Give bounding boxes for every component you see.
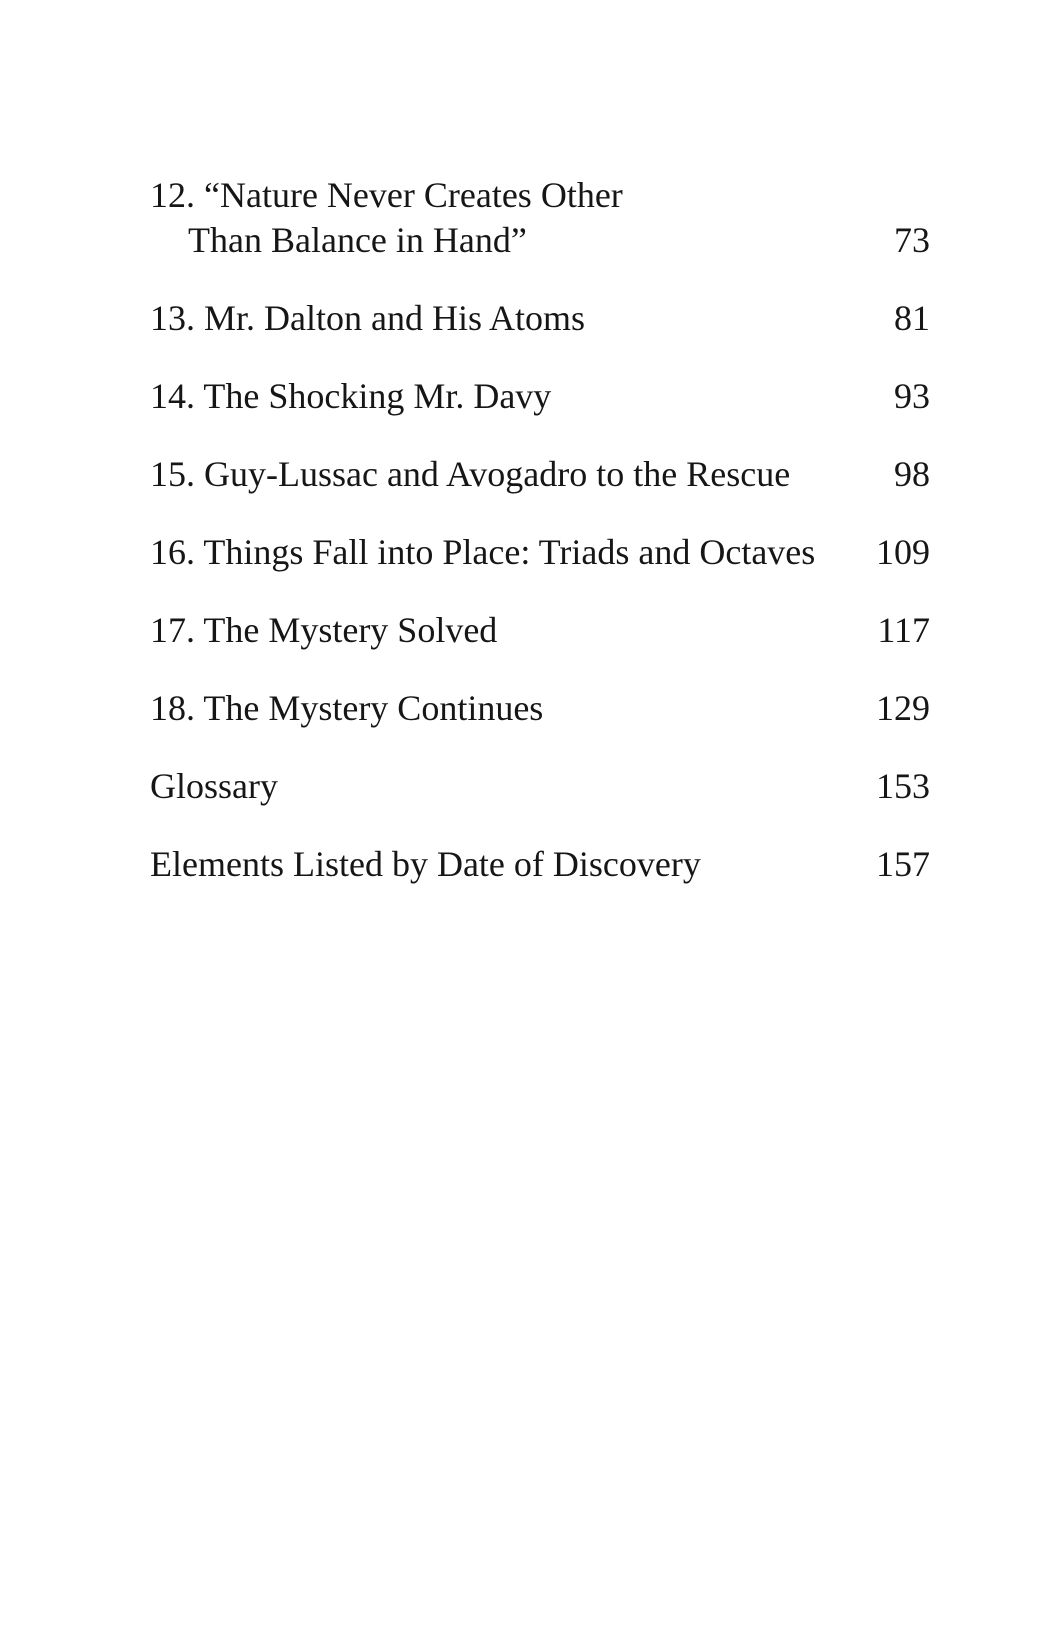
toc-entry-page-number: 93 [894, 376, 930, 416]
toc-entry-label: 12. “Nature Never Creates Other [150, 175, 623, 215]
toc-entry [150, 296, 930, 341]
toc-entry-title [150, 686, 854, 731]
toc-entry-label-line2: Than Balance in Hand” [188, 220, 527, 260]
toc-entry-label: 16. Things Fall into Place: Triads and Octaves [150, 532, 816, 572]
toc-entry-label: 18. The Mystery Continues [150, 688, 544, 728]
toc-entry-title [150, 608, 854, 653]
toc-entry-title [150, 530, 854, 575]
toc-entry-page-number: 81 [894, 298, 930, 338]
toc-entry-title [150, 842, 854, 887]
toc-entry [150, 686, 930, 731]
toc-entry-page-number: 109 [876, 532, 930, 572]
toc-entry-label: Glossary [150, 766, 278, 806]
toc-entry-title [150, 764, 854, 809]
toc-entry [150, 530, 930, 575]
toc-entry-label: 14. The Shocking Mr. Davy [150, 376, 552, 416]
toc-entry-title [150, 296, 854, 341]
toc-entry-label: 15. Guy-Lussac and Avogadro to the Rescue [150, 454, 791, 494]
toc-entry [150, 452, 930, 497]
toc-entry-page-number: 98 [894, 454, 930, 494]
toc-entry [150, 842, 930, 887]
toc-entry-page-number: 73 [894, 220, 930, 260]
toc-entry [150, 173, 930, 263]
toc-entry-label: Elements Listed by Date of Discovery [150, 844, 701, 884]
toc-entry [150, 764, 930, 809]
toc-entry-page-number: 117 [877, 610, 930, 650]
toc-entry-page-number: 157 [876, 844, 930, 884]
toc-entry-label: 17. The Mystery Solved [150, 610, 498, 650]
toc-entry [150, 374, 930, 419]
toc-entry-title [150, 374, 854, 419]
toc-entry-title [150, 452, 854, 497]
toc-entry-page-number: 129 [876, 688, 930, 728]
toc-entry-label: 13. Mr. Dalton and His Atoms [150, 298, 586, 338]
toc-entry-title [150, 173, 854, 263]
toc-entry [150, 608, 930, 653]
toc-entry-page-number: 153 [876, 766, 930, 806]
